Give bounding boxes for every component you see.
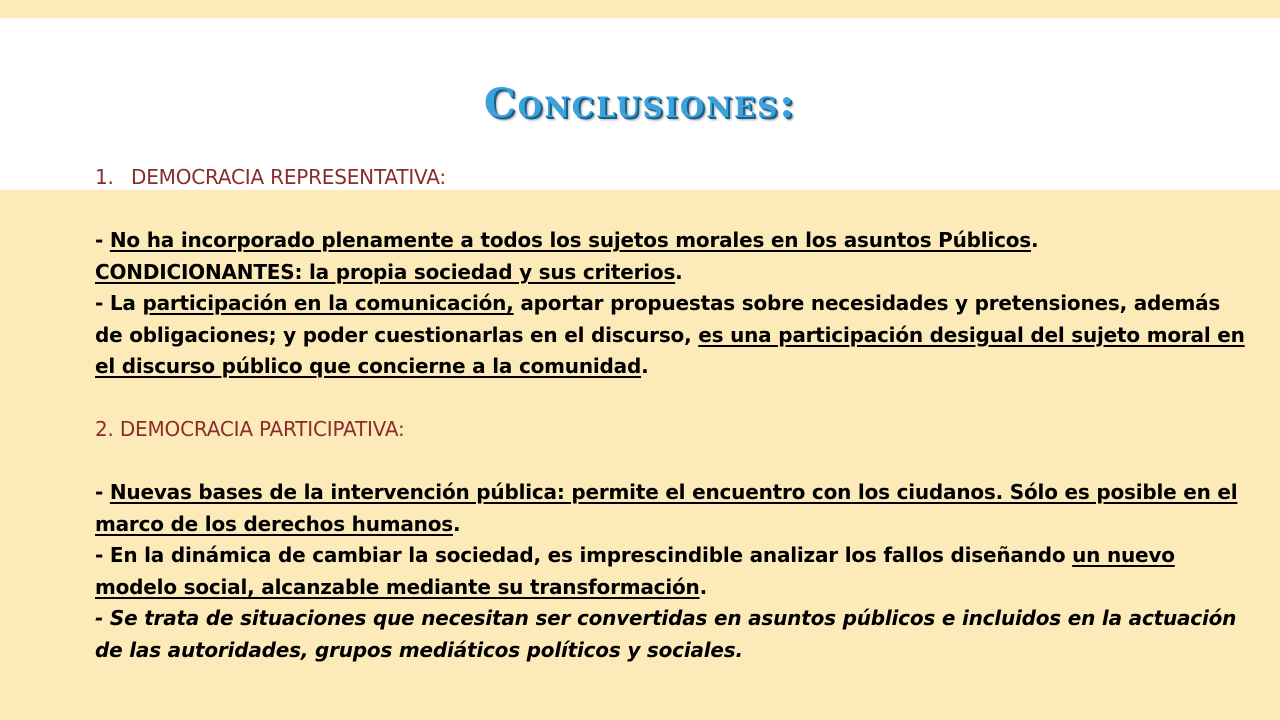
spacer — [95, 194, 1245, 226]
section1-paragraph-2 — [95, 257, 1245, 289]
punctuation: . — [452, 511, 461, 536]
punctuation: . — [1031, 228, 1039, 252]
bullet-dash: - — [95, 228, 110, 252]
section2-paragraph-3: - Se trata de situaciones que necesitan ser convertidas en asuntos públicos e incluidos en la actuación de las autoridades, grupos mediáticos políticos y sociales. — [95, 606, 1237, 662]
section1-heading — [95, 162, 1245, 194]
underlined-text: participación en la comunicación, — [142, 291, 514, 315]
text-span: aportar propuestas sobre necesidades y pretensiones, además de obligaciones; y poder cuestionarlas en el discurso, — [95, 291, 1221, 347]
section2-paragraph-1 — [95, 477, 1245, 540]
section1-paragraph-3 — [95, 288, 1245, 383]
punctuation: . — [641, 354, 649, 378]
underlined-text: es una participación desigual del sujeto moral en el discurso público que concierne a la comunidad — [95, 322, 1245, 378]
underlined-text: un nuevo modelo social, alcanzable mediante su transformación — [95, 543, 1175, 599]
punctuation: . — [675, 259, 683, 284]
text-span: - En la dinámica de cambiar la sociedad, es imprescindible analizar los fallos diseñando — [95, 543, 1073, 567]
text-span: - La — [95, 291, 143, 315]
section2-paragraph-2 — [95, 540, 1245, 603]
spacer — [95, 446, 1245, 478]
punctuation: . — [699, 574, 707, 599]
spacer — [95, 383, 1245, 415]
top-strip — [0, 0, 1280, 18]
underlined-text: Nuevas bases de la intervención pública: permite el encuentro con los ciudanos. Sólo es posible en el marco de los derechos humanos — [95, 480, 1238, 536]
section1-heading-text: DEMOCRACIA REPRESENTATIVA: — [131, 165, 446, 189]
underlined-text: CONDICIONANTES: la propia sociedad y sus criterios — [95, 259, 676, 284]
underlined-text: No ha incorporado plenamente a todos los sujetos morales en los asuntos Públicos — [109, 228, 1032, 252]
bullet-dash: - — [95, 480, 110, 504]
section1-number: 1. — [95, 165, 114, 189]
section1-paragraph-1 — [95, 225, 1245, 257]
section2-heading: 2. DEMOCRACIA PARTICIPATIVA: — [95, 417, 405, 441]
slide-content — [95, 162, 1245, 666]
slide-title: Conclusiones: — [483, 80, 797, 127]
